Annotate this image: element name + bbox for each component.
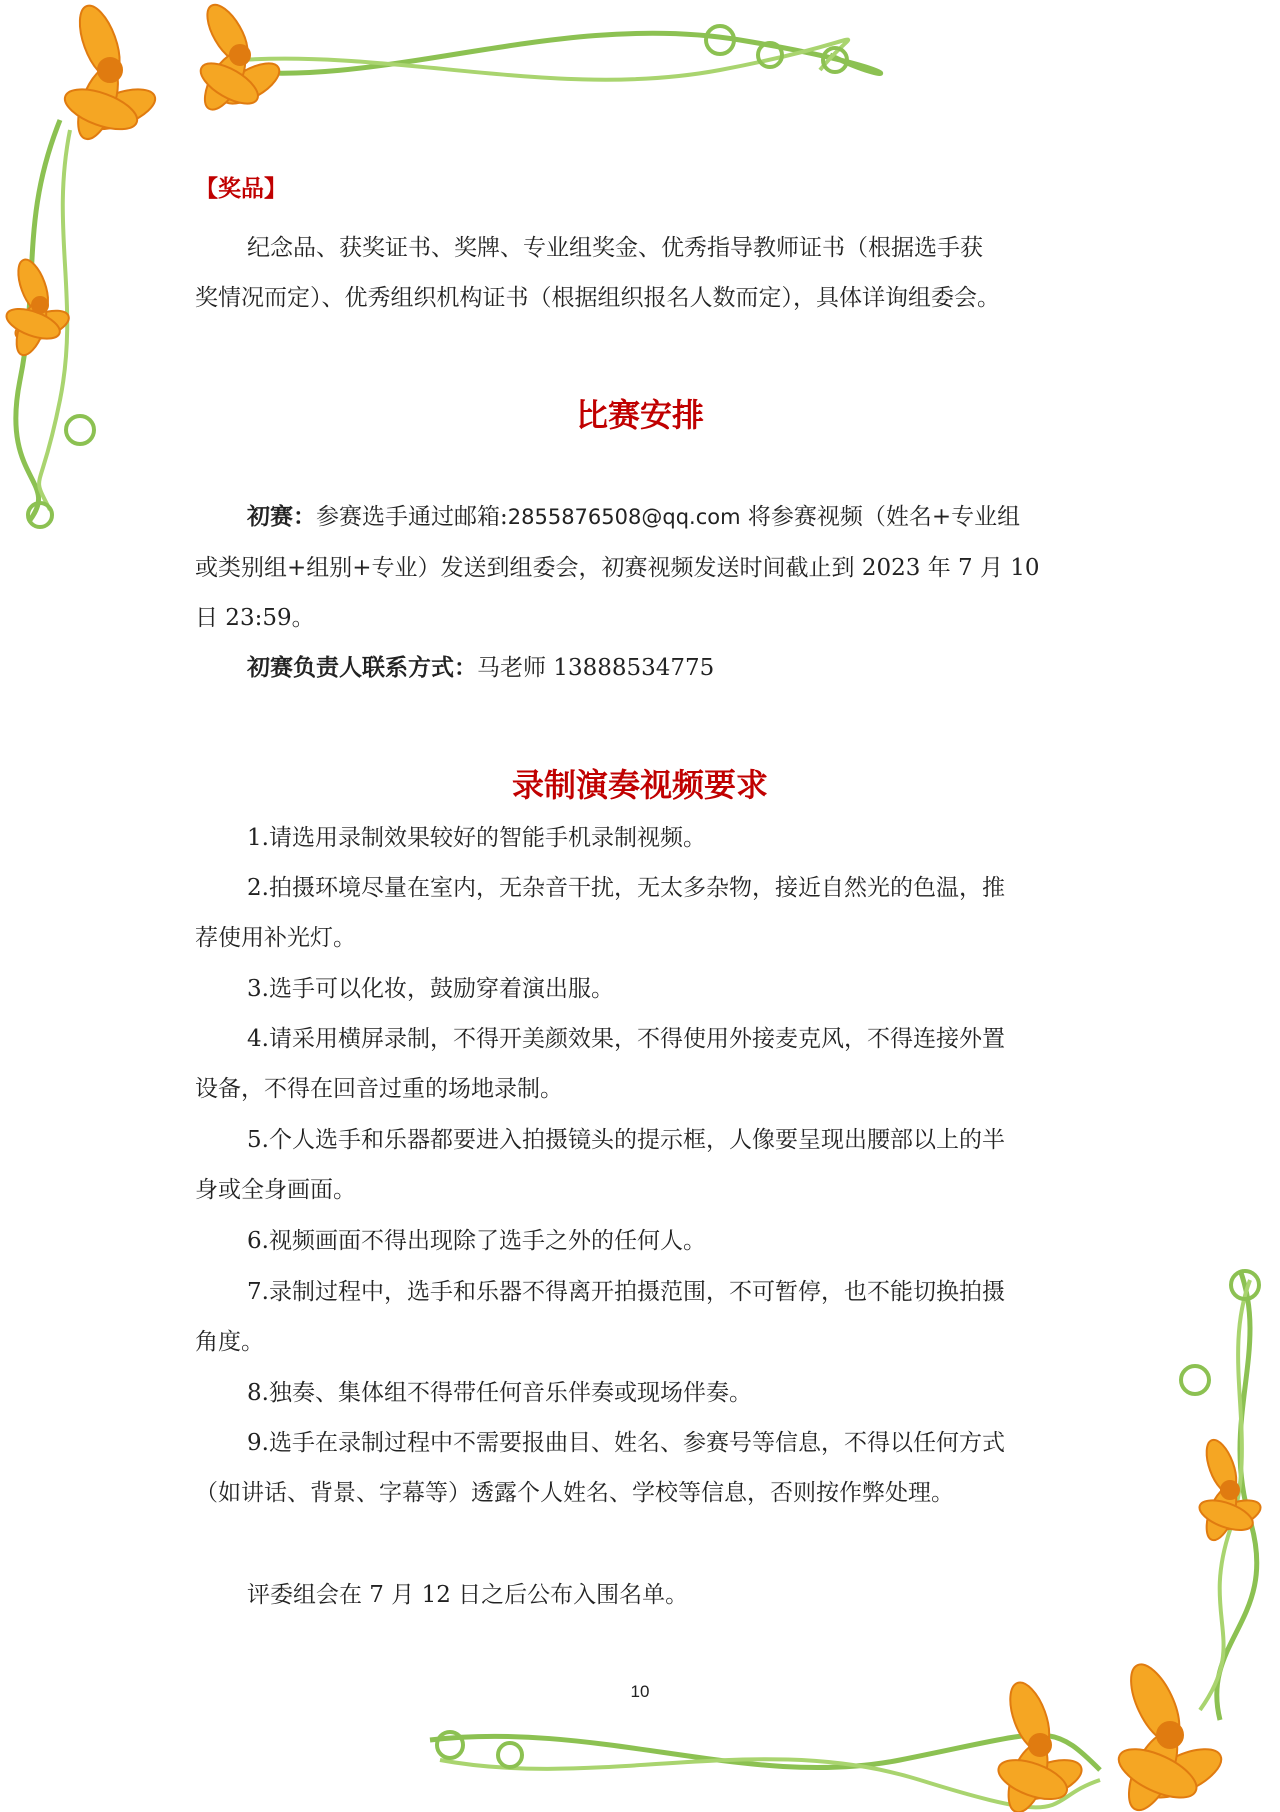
- requirement-2a: 2.拍摄环境尽量在室内，无杂音干扰，无太多杂物，接近自然光的色温，推: [247, 875, 1005, 901]
- requirement-4b: 设备，不得在回音过重的场地录制。: [195, 1076, 563, 1102]
- requirements-title: 录制演奏视频要求: [511, 766, 768, 804]
- prelim-line2: 或类别组+组别+专业）发送到组委会，初赛视频发送时间截止到 2023 年 7 月 10: [195, 555, 1040, 581]
- requirement-7a: 7.录制过程中，选手和乐器不得离开拍摄范围，不可暂停，也不能切换拍摄: [247, 1279, 1005, 1305]
- prizes-text-line2: 奖情况而定）、优秀组织机构证书（根据组织报名人数而定），具体详询组委会。: [195, 285, 1000, 311]
- requirement-1: 1.请选用录制效果较好的智能手机录制视频。: [247, 825, 706, 851]
- prelim-line1: [195, 502, 1137, 532]
- prelim-text-b: 将参赛视频（姓名+专业组: [740, 504, 1021, 530]
- prelim-label: 初赛：: [247, 503, 316, 530]
- prelim-text-a: 参赛选手通过邮箱:: [316, 504, 508, 530]
- prizes-heading: 【奖品】: [195, 175, 287, 202]
- contact-line: [195, 653, 1137, 683]
- announcement: 评委组会在 7 月 12 日之后公布入围名单。: [247, 1582, 689, 1608]
- prizes-text-line1: 纪念品、获奖证书、奖牌、专业组奖金、优秀指导教师证书（根据选手获: [247, 235, 983, 261]
- contact-value: 马老师 13888534775: [477, 655, 715, 681]
- requirement-5b: 身或全身画面。: [195, 1177, 356, 1203]
- requirement-2b: 荐使用补光灯。: [195, 925, 356, 951]
- prelim-email: 2855876508@qq.com: [507, 505, 741, 529]
- requirement-3: 3.选手可以化妆，鼓励穿着演出服。: [247, 976, 614, 1002]
- prelim-line3: 日 23:59。: [195, 605, 315, 631]
- requirement-4a: 4.请采用横屏录制，不得开美颜效果，不得使用外接麦克风，不得连接外置: [247, 1026, 1005, 1052]
- contact-label: 初赛负责人联系方式：: [247, 654, 477, 681]
- requirement-9b: （如讲话、背景、字幕等）透露个人姓名、学校等信息，否则按作弊处理。: [195, 1480, 954, 1506]
- requirement-9a: 9.选手在录制过程中不需要报曲目、姓名、参赛号等信息，不得以任何方式: [247, 1430, 1005, 1456]
- requirement-5a: 5.个人选手和乐器都要进入拍摄镜头的提示框，人像要呈现出腰部以上的半: [247, 1127, 1005, 1153]
- schedule-title: 比赛安排: [575, 396, 704, 434]
- page-number: 10: [630, 1682, 650, 1701]
- requirement-7b: 角度。: [195, 1329, 264, 1355]
- requirement-8: 8.独奏、集体组不得带任何音乐伴奏或现场伴奏。: [247, 1380, 752, 1406]
- requirement-6: 6.视频画面不得出现除了选手之外的任何人。: [247, 1228, 706, 1254]
